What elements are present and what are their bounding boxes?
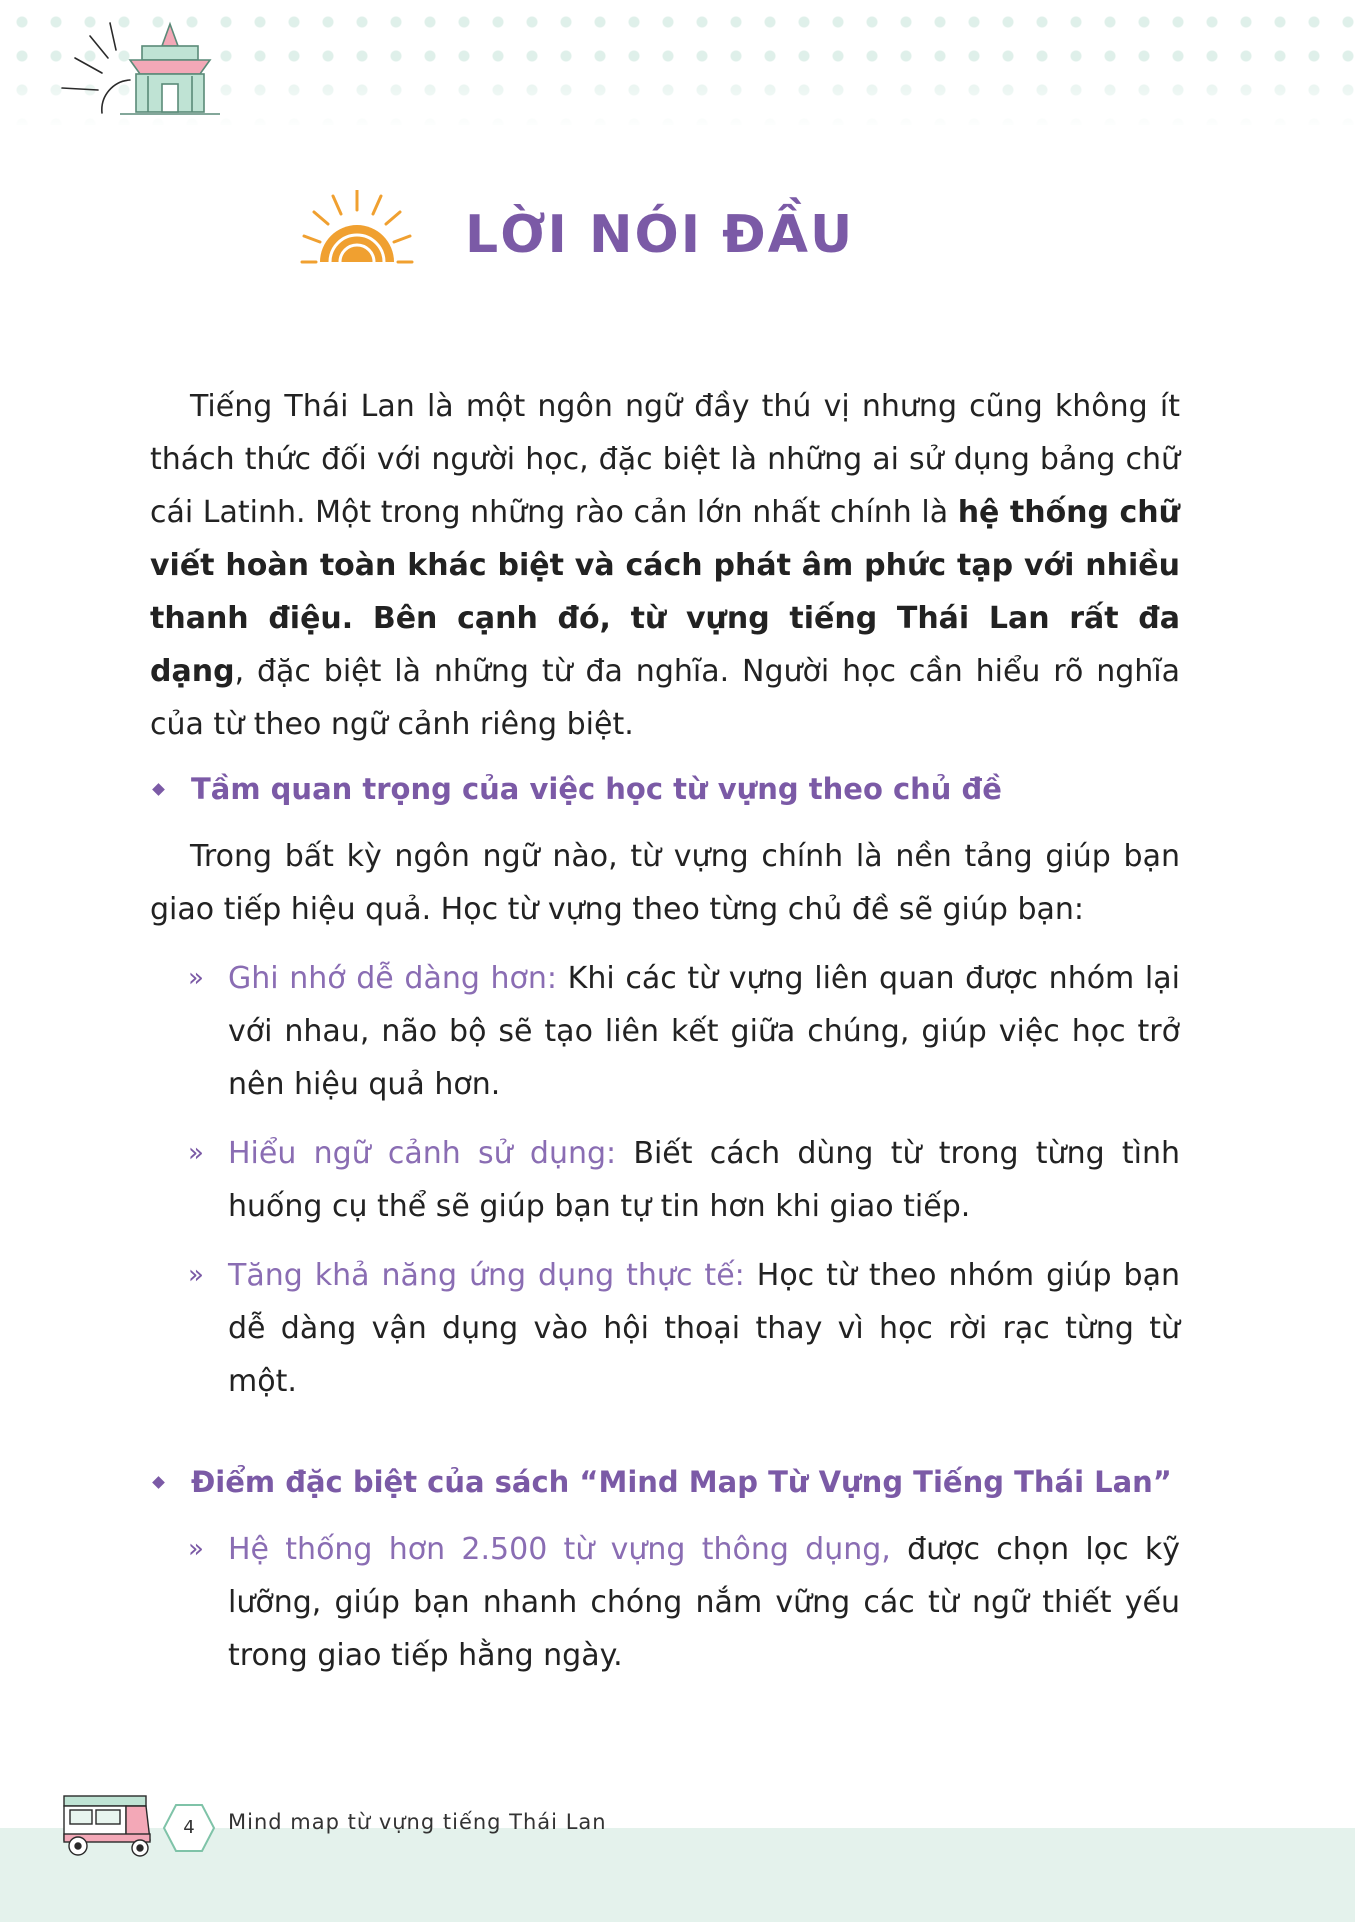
diamond-bullet-icon [152,783,165,796]
intro-text-2: , đặc biệt là những từ đa nghĩa. Người học cần hiểu rõ nghĩa của từ theo ngữ cảnh riêng biệt. [150,654,1180,742]
page-title: LỜI NÓI ĐẦU [465,205,855,265]
chevron-bullet-icon: » [188,963,204,993]
list-item [150,1523,1180,1682]
intro-paragraph [150,380,1180,751]
section-heading-text: Tầm quan trọng của việc học từ vựng theo chủ đề [191,772,1002,806]
bullet-lead: Hiểu ngữ cảnh sử dụng: [228,1136,617,1171]
section1-paragraph: Trong bất kỳ ngôn ngữ nào, từ vựng chính là nền tảng giúp bạn giao tiếp hiệu quả. Học từ vựng theo từng chủ đề sẽ giúp bạn: [150,839,1180,927]
chevron-bullet-icon: » [188,1534,204,1564]
chevron-bullet-icon: » [188,1138,204,1168]
diamond-bullet-icon [152,1476,165,1489]
bullet-lead: Hệ thống hơn 2.500 từ vựng thông dụng, [228,1532,891,1567]
page-number: 4 [183,1817,195,1838]
bullet-lead: Tăng khả năng ứng dụng thực tế: [228,1258,745,1293]
bullet-text: được chọn lọc kỹ lưỡng, giúp bạn nhanh chóng nắm vững các từ ngữ thiết yếu trong giao tiếp hằng ngày. [228,1532,1180,1673]
temple-icon [50,18,230,123]
list-item [150,1249,1180,1408]
footer-book-title: Mind map từ vựng tiếng Thái Lan [228,1810,607,1834]
list-item [150,1127,1180,1233]
bullet-lead: Ghi nhớ dễ dàng hơn: [228,961,558,996]
chevron-bullet-icon: » [188,1260,204,1290]
section-heading-importance [150,763,1180,816]
preface-content [150,380,1180,1682]
section-heading-special [150,1456,1180,1509]
tuk-tuk-icon [60,1790,155,1860]
bullet-text: Học từ theo nhóm giúp bạn dễ dàng vận dụng vào hội thoại thay vì học rời rạc từng từ một. [228,1258,1180,1399]
list-item [150,952,1180,1111]
bullet-text: Khi các từ vựng liên quan được nhóm lại với nhau, não bộ sẽ tạo liên kết giữa chúng, giúp việc học trở nên hiệu quả hơn. [228,961,1180,1102]
intro-bold-text: hệ thống chữ viết hoàn toàn khác biệt và cách phát âm phức tạp với nhiều thanh điệu. Bên cạnh đó, từ vựng tiếng Thái Lan rất đa dạng [150,495,1180,689]
intro-text-1: Tiếng Thái Lan là một ngôn ngữ đầy thú vị nhưng cũng không ít thách thức đối với người học, đặc biệt là những ai sử dụng bảng chữ cái Latinh. Một trong những rào cản lớn nhất chính là [150,389,1180,530]
section-heading-text: Điểm đặc biệt của sách “Mind Map Từ Vựng Tiếng Thái Lan” [191,1465,1172,1499]
bullet-text: Biết cách dùng từ trong từng tình huống cụ thể sẽ giúp bạn tự tin hơn khi giao tiếp. [228,1136,1180,1224]
sun-icon [300,190,415,270]
